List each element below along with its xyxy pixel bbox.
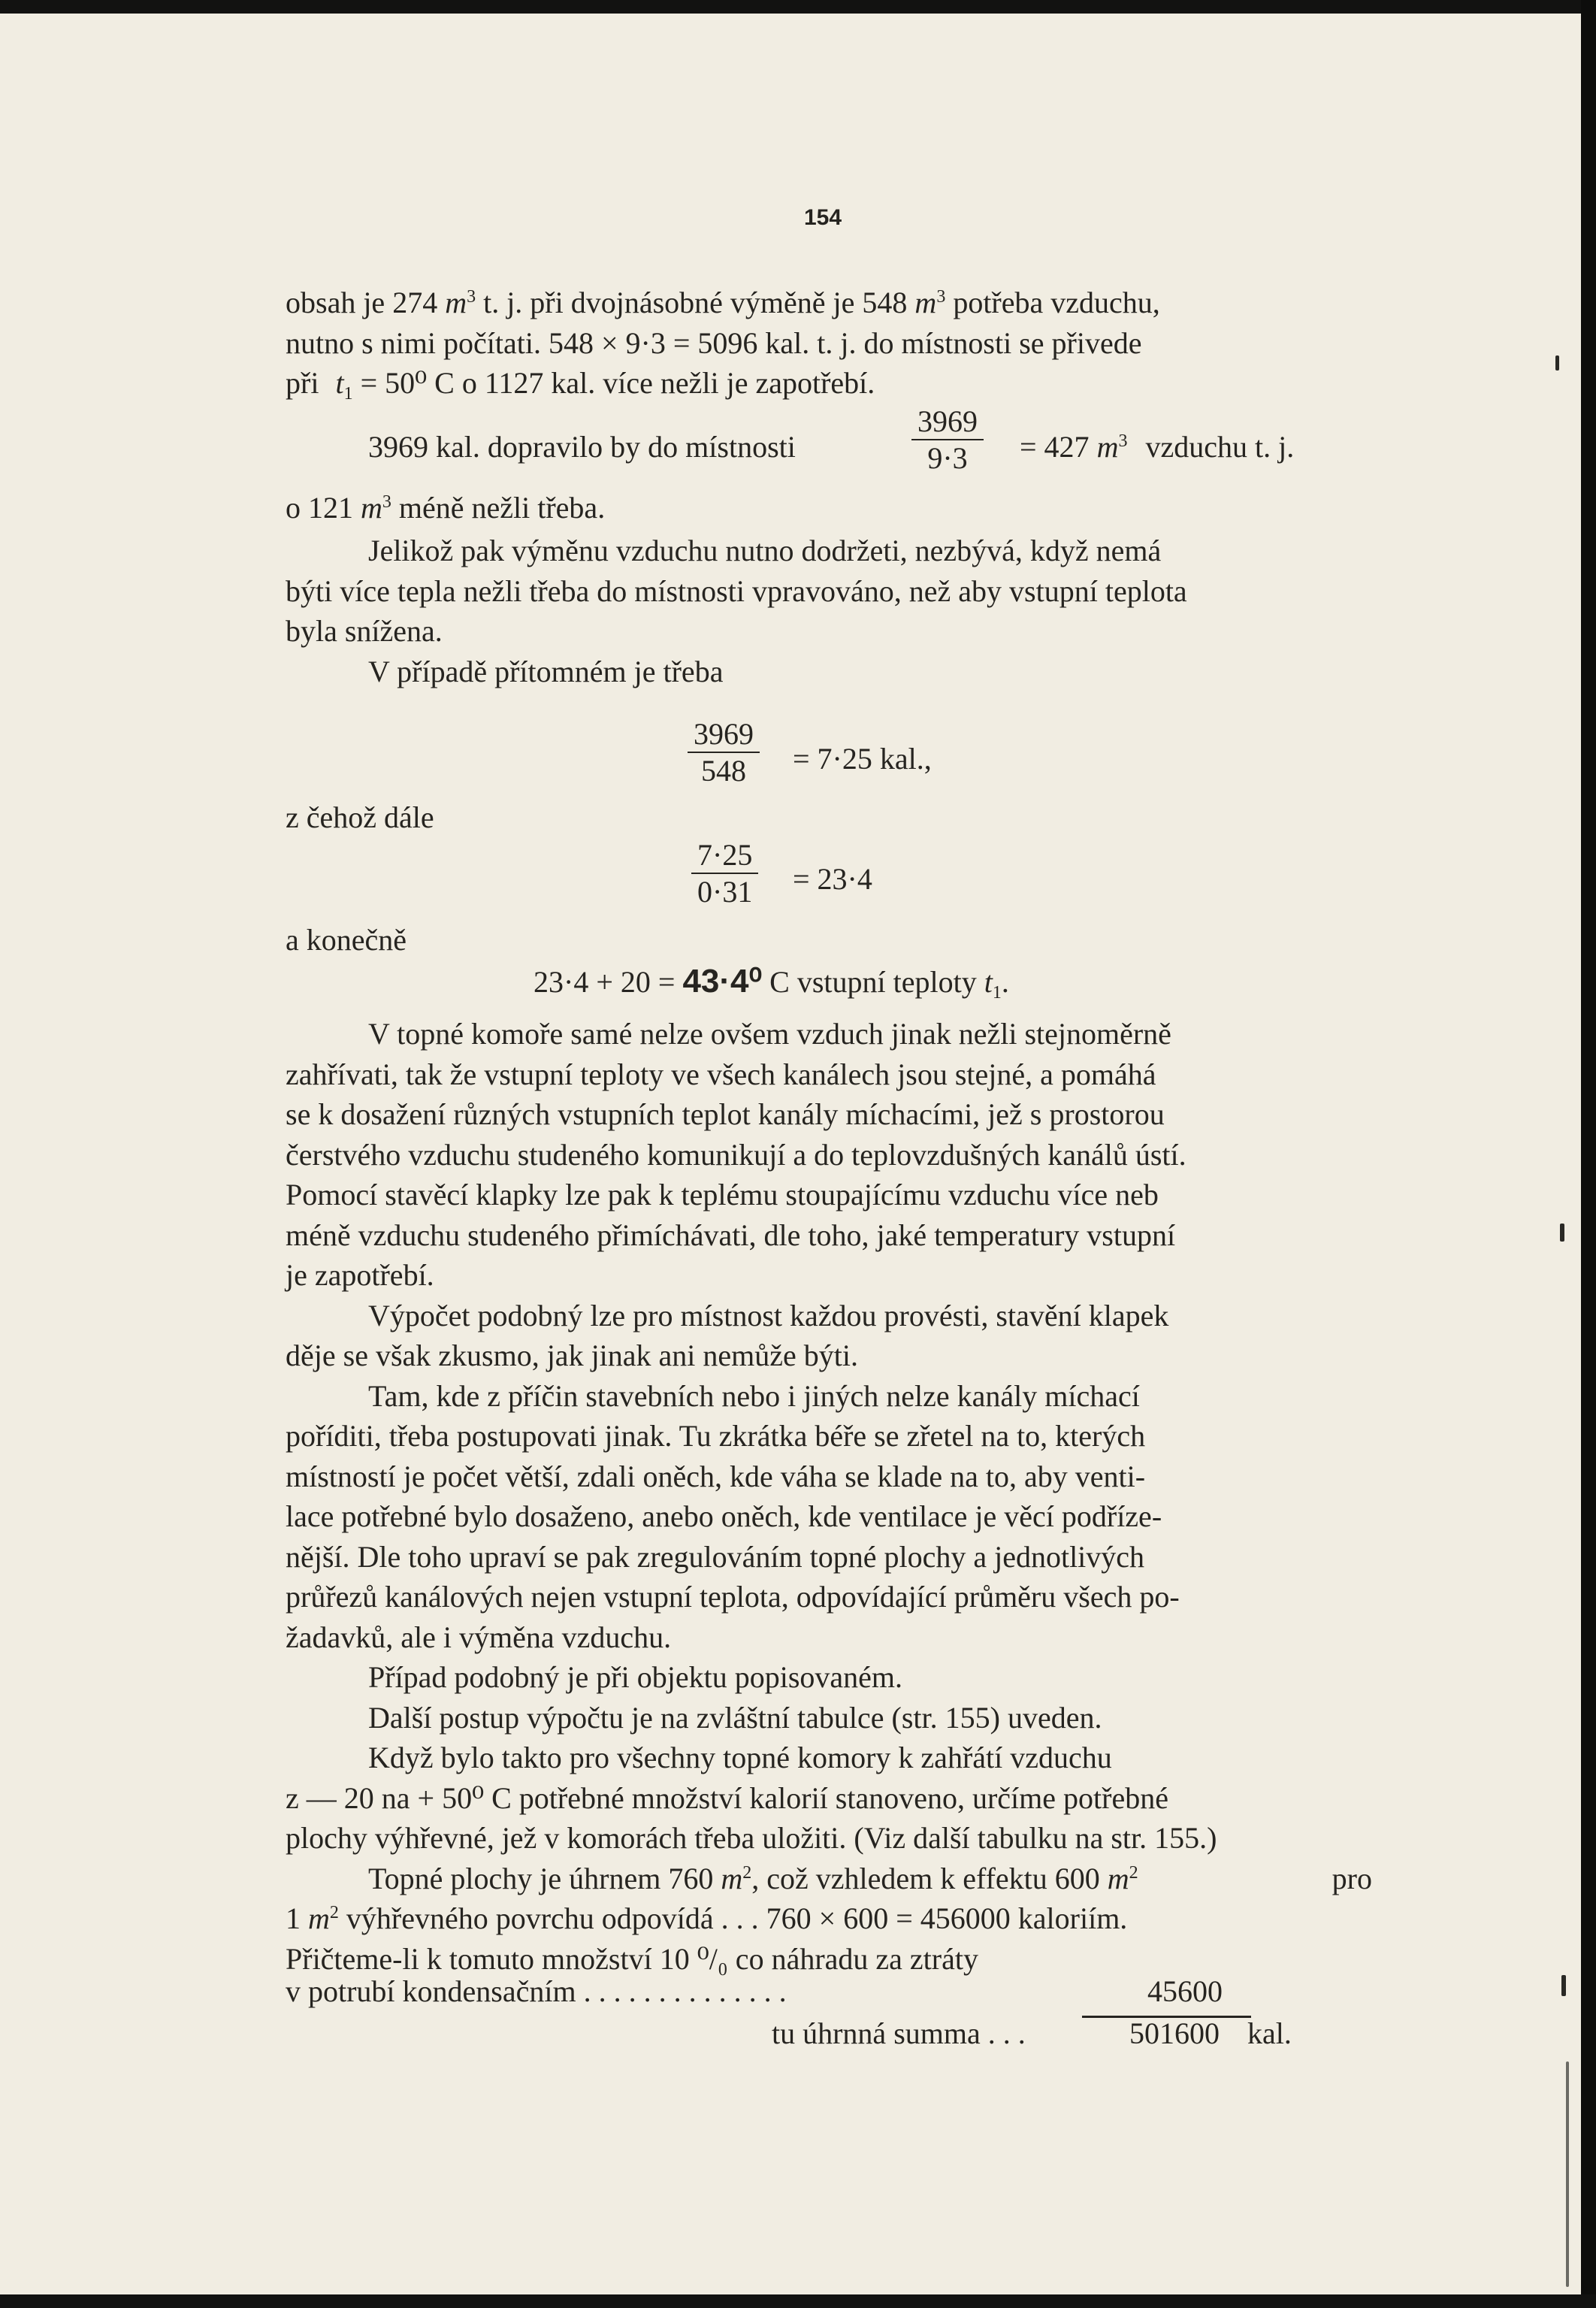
numerator: 7·25 <box>697 838 753 872</box>
exponent: 3 <box>1118 431 1128 451</box>
text-line: je zapotřebí. <box>286 1258 434 1292</box>
scan-speck <box>1560 1224 1564 1242</box>
text-line: Tam, kde z příčin stavebních nebo i jiných nelze kanály míchací <box>368 1378 1140 1413</box>
text-fragment: = 50⁰ C o 1127 kal. více nežli je zapotřebí. <box>360 366 875 400</box>
text-line: býti více tepla nežli třeba do místnosti vpravováno, než aby vstupní teplota <box>286 573 1187 608</box>
text-line: průřezů kanálových nejen vstupní teplota, odpovídající průměru všech po- <box>286 1580 1180 1614</box>
formula1-fraction <box>911 404 984 476</box>
text-fragment: nutno s nimi počítati. 548 × 9·3 = 5096 kal. t. j. do místnosti se přivede <box>286 325 1142 360</box>
text-fragment: obsah je 274 <box>286 286 438 319</box>
z-cehoz-dale: z čehož dále <box>286 800 434 834</box>
exponent: 3 <box>467 287 476 307</box>
text-line: z — 20 na + 50⁰ C potřebné množství kalorií stanoveno, určíme potřebné <box>286 1780 1168 1815</box>
text-line: žadavků, ale i výměna vzduchu. <box>286 1620 672 1654</box>
denominator: 0·31 <box>691 873 758 909</box>
scan-top-edge <box>0 0 1596 14</box>
text-line: Pomocí stavěcí klapky lze pak k teplému stoupajícímu vzduchu více neb <box>286 1178 1159 1211</box>
text-line: Jelikož pak výměnu vzduchu nutno dodržeti, nezbývá, když nemá <box>368 534 1162 567</box>
scan-right-edge <box>1581 0 1596 2308</box>
text-fragment: pro <box>1332 1861 1372 1895</box>
text-line: Případ podobný je při objektu popisovaném. <box>368 1660 903 1694</box>
text-line <box>286 283 1372 323</box>
text-line: méně vzduchu studeného přimíchávati, dle toho, jaké temperatury vstupní <box>286 1218 1176 1252</box>
subscript: 1 <box>343 384 353 404</box>
variable-symbol: t <box>335 366 344 400</box>
formula3-fraction <box>691 837 758 909</box>
text-line <box>286 363 1372 404</box>
text-line: Přičteme-li k tomuto množství 10 ⁰/₀ co náhradu za ztráty <box>286 1941 978 1976</box>
text-fragment: , což vzhledem k effektu 600 <box>751 1861 1100 1895</box>
subscript: 1 <box>992 983 1002 1003</box>
text-fragment: 23·4 + 20 = <box>534 965 676 999</box>
emphasized-result: 43·4⁰ <box>682 963 763 1000</box>
text-fragment: méně nežli třeba. <box>398 491 606 525</box>
text-line: děje se však zkusmo, jak jinak ani nemůže býti. <box>286 1339 859 1372</box>
exponent: 3 <box>936 287 946 307</box>
text-line: zahřívati, tak že vstupní teploty ve všech kanálech jsou stejné, a pomáhá <box>286 1057 1156 1091</box>
numerator: 3969 <box>917 404 978 438</box>
formula1-result <box>1020 429 1294 464</box>
text-fragment: t. j. při dvojnásobné výměně je 548 <box>476 286 908 319</box>
text-line: místností je počet větší, zdali oněch, kde váha se klade na to, aby venti- <box>286 1459 1146 1493</box>
formula1-prefix: 3969 kal. dopravilo by do místnosti <box>368 430 796 464</box>
text-fragment: = 427 <box>1020 430 1090 464</box>
unit-symbol: m <box>1107 1861 1129 1895</box>
unit-symbol: m <box>914 286 937 319</box>
denominator: 548 <box>688 752 760 788</box>
text-line: V případě přítomném je třeba <box>368 654 724 688</box>
scan-bottom-edge <box>0 2294 1596 2308</box>
unit-symbol: m <box>1096 430 1119 464</box>
text-fragment: při <box>286 366 319 400</box>
unit-symbol: m <box>361 491 382 525</box>
unit-symbol: m <box>445 286 467 319</box>
sum-line-condensation: v potrubí kondensačním . . . . . . . . . . . . . . <box>286 1974 787 2008</box>
formula2-result: = 7·25 kal., <box>793 742 932 776</box>
text-line <box>286 323 1372 364</box>
page-number: 154 <box>804 205 842 230</box>
main-body <box>286 1014 1372 1979</box>
sum-total-unit: kal. <box>1247 2016 1292 2050</box>
text-line: čerstvého vzduchu studeného komunikují a do teplovzdušných kanálů ústí. <box>286 1137 1186 1172</box>
scan-speck <box>1561 1975 1566 1996</box>
text-line <box>286 1859 1372 1899</box>
sum-total-value: 501600 <box>1129 2016 1220 2050</box>
text-fragment: Topné plochy je úhrnem 760 <box>368 1861 714 1895</box>
exponent: 2 <box>329 1903 339 1922</box>
text-fragment: o 121 <box>286 491 353 525</box>
sum-value-condensation: 45600 <box>1147 1974 1223 2008</box>
less-line <box>286 490 605 525</box>
variable-symbol: t <box>984 965 993 999</box>
exponent: 3 <box>382 492 391 512</box>
text-line: plochy výhřevné, jež v komorách třeba uložiti. (Viz další tabulku na str. 155.) <box>286 1821 1217 1855</box>
paragraph-jelikoz <box>286 531 1372 691</box>
formula2-fraction <box>688 716 760 788</box>
text-fragment: C vstupní teploty <box>769 965 977 999</box>
text-line: poříditi, třeba postupovati jinak. Tu zkrátka béře se zřetel na to, kterých <box>286 1419 1146 1453</box>
text-line: Výpočet podobný lze pro místnost každou provésti, stavění klapek <box>368 1298 1169 1332</box>
a-konecne: a konečně <box>286 923 407 957</box>
text-line: se k dosažení různých vstupních teplot kanály míchacími, jež s prostorou <box>286 1097 1165 1131</box>
unit-symbol: m <box>721 1861 743 1895</box>
scan-speck <box>1555 355 1559 371</box>
text-fragment: výhřevného povrchu odpovídá . . . 760 × 600 = 456000 kaloriím. <box>346 1901 1128 1935</box>
unit-symbol: m <box>308 1901 330 1935</box>
text-line: Když bylo takto pro všechny topné komory k zahřátí vzduchu <box>368 1741 1112 1774</box>
exponent: 2 <box>1129 1862 1138 1883</box>
text-fragment: potřeba vzduchu, <box>945 286 1160 319</box>
denominator: 9·3 <box>911 439 984 476</box>
text-line: nější. Dle toho upraví se pak zregulováním topné plochy a jednotlivých <box>286 1539 1145 1574</box>
scan-edge-line <box>1566 2061 1569 2287</box>
intro-paragraph <box>286 283 1372 404</box>
text-line <box>286 1898 1372 1939</box>
text-line: Další postup výpočtu je na zvláštní tabulce (str. 155) uveden. <box>368 1700 1102 1735</box>
exponent: 2 <box>742 1862 752 1883</box>
text-line: lace potřebné bylo dosaženo, anebo oněch, kde ventilace je věcí podříze- <box>286 1499 1162 1533</box>
text-fragment: vzduchu t. j. <box>1145 430 1295 464</box>
formula3-result: = 23·4 <box>793 862 872 896</box>
text-fragment: 1 <box>286 1901 301 1935</box>
text-fragment: . <box>1001 965 1009 999</box>
sum-total-label: tu úhrnná summa . . . <box>772 2016 1026 2050</box>
book-page <box>0 14 1581 2294</box>
text-line: byla snížena. <box>286 614 443 648</box>
numerator: 3969 <box>694 717 754 751</box>
formula4 <box>534 962 1009 1003</box>
text-line: V topné komoře samé nelze ovšem vzduch jinak nežli stejnoměrně <box>368 1017 1171 1051</box>
